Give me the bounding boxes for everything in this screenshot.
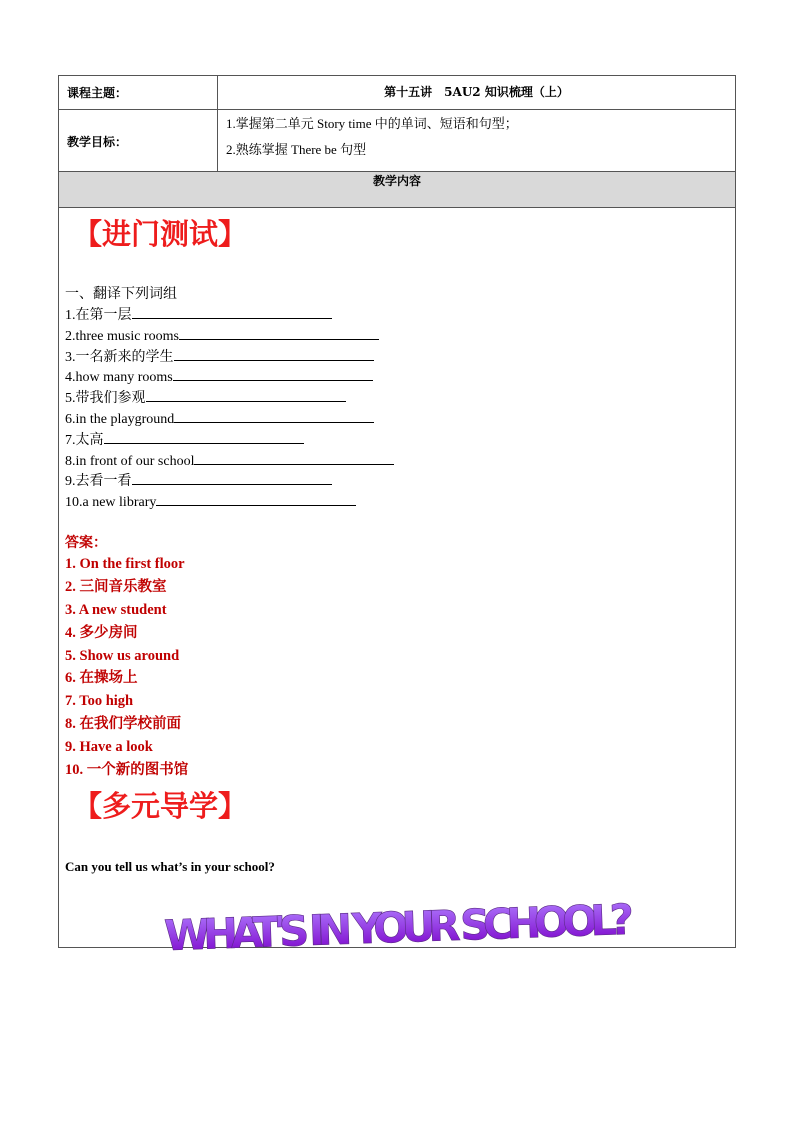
exercise-item: 3.一名新来的学生 (65, 346, 394, 367)
answer-blank (173, 366, 373, 381)
answer-blank (132, 304, 332, 319)
topic-value-cell (218, 76, 736, 110)
goal-label-cell (59, 110, 218, 172)
exercise-item: 1.在第一层 (65, 304, 394, 325)
answer-blank (132, 470, 332, 485)
answer-item: 4. 多少房间 (65, 624, 138, 641)
answer-list (65, 553, 188, 782)
answer-item: 10. 一个新的图书馆 (65, 762, 189, 779)
topic-title: 第十五讲 5AU2 知识梳理（上） (384, 85, 569, 99)
exercise-item: 5.带我们参观 (65, 387, 394, 408)
exercise-item: 7.太高 (65, 429, 394, 450)
topic-label-cell (59, 76, 218, 110)
answer-blank (156, 491, 356, 506)
answer-item: 6. 在操场上 (65, 670, 138, 687)
exercise-item: 2.three music rooms (65, 325, 394, 346)
answer-item: 1. On the first floor (65, 556, 185, 572)
goal-line-1: 1.掌握第二单元 Story time 中的单词、短语和句型； (226, 116, 518, 131)
answer-blank (194, 450, 394, 465)
lesson-table (58, 75, 736, 960)
topic-label: 课程主题： (67, 86, 128, 100)
exercise-item: 9.去看一看 (65, 470, 394, 491)
exercise-item: 6.in the playground (65, 408, 394, 429)
wordart-banner (159, 890, 639, 960)
answer-item: 2. 三间音乐教室 (65, 578, 167, 595)
exercise-item: 10.a new library (65, 491, 394, 512)
answer-blank (179, 325, 379, 340)
section-heading-guided-study: 【多元导学】 (73, 789, 248, 823)
section-heading-entry-test: 【进门测试】 (73, 217, 248, 251)
answer-blank (174, 408, 374, 423)
answer-item: 9. Have a look (65, 739, 153, 756)
answer-item: 8. 在我们学校前面 (65, 716, 181, 733)
content-header: 教学内容 (59, 172, 736, 208)
exercise-item: 4.how many rooms (65, 366, 394, 387)
goal-value-cell (218, 110, 736, 172)
wordart-text: WHAT'S IN YOUR SCHOOL? (163, 894, 635, 960)
answer-title: 答案： (65, 535, 107, 551)
lead-question: Can you tell us what’s in your school? (65, 859, 275, 874)
answer-item: 5. Show us around (65, 647, 180, 664)
content-body (59, 208, 736, 960)
exercise-title: 一、翻译下列词组 (65, 286, 177, 302)
answer-item: 3. A new student (65, 601, 167, 618)
answer-blank (174, 346, 374, 361)
goal-line-2: 2.熟练掌握 There be 句型 (226, 142, 367, 157)
answer-blank (146, 387, 346, 402)
exercise-item: 8.in front of our school (65, 450, 394, 471)
answer-blank (104, 429, 304, 444)
exercise-list (65, 304, 394, 512)
answer-item: 7. Too high (65, 693, 134, 710)
goal-label: 教学目标： (67, 135, 128, 149)
